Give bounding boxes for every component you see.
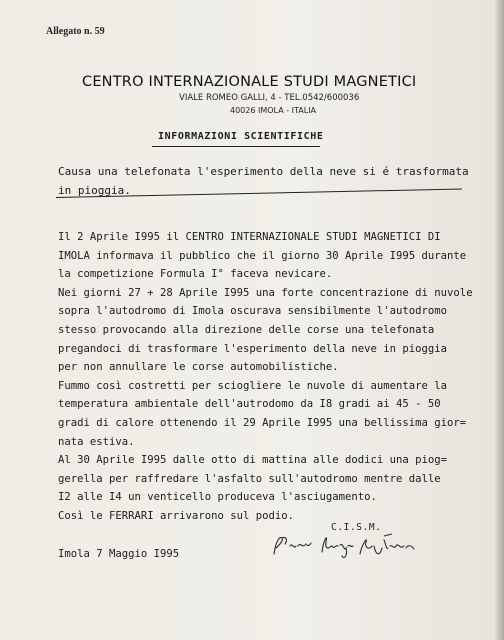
headline — [58, 162, 478, 200]
body-line: la competizione Formula I° faceva nevicare. — [58, 268, 333, 281]
body-text — [58, 228, 498, 526]
attachment-number: Allegato n. 59 — [46, 26, 105, 37]
body-line: temperatura ambientale dell'autrodomo da I8 gradi ai 45 - 50 — [58, 398, 441, 411]
body-line: Il 2 Aprile I995 il CENTRO INTERNAZIONALE STUDI MAGNETICI DI — [58, 231, 441, 243]
signoff: C.I.S.M. — [331, 522, 382, 533]
body-line: gerella per raffredare l'asfalto sull'autodromo mentre dalle — [58, 472, 441, 485]
letterhead-address: VIALE ROMEO GALLI, 4 - TEL.0542/600036 — [179, 93, 360, 103]
section-heading: INFORMAZIONI SCIENTIFICHE — [158, 131, 324, 142]
body-line: IMOLA informava il pubblico che il giorno 30 Aprile I995 durante — [58, 249, 467, 262]
body-line: Al 30 Aprile I995 dalle otto di mattina alle dodici una piog= — [58, 454, 448, 467]
section-underline — [152, 146, 320, 147]
headline-line: in pioggia. — [58, 184, 131, 197]
body-line: I2 alle I4 un venticello produceva l'asciugamento. — [58, 491, 377, 504]
body-line: Fummo così costretti per sciogliere le nuvole di aumentare la — [58, 379, 448, 392]
body-line: Nei giorni 27 + 28 Aprile I995 una forte concentrazione di nuvole — [58, 286, 473, 299]
body-line: pregandoci di trasformare l'esperimento della neve in pioggia — [58, 342, 448, 355]
body-line: nata estiva. — [58, 435, 135, 448]
letterhead-title: CENTRO INTERNAZIONALE STUDI MAGNETICI — [82, 74, 417, 90]
body-line: Così le FERRARI arrivarono sul podio. — [58, 509, 294, 522]
body-line: stesso provocando alla direzione delle corse una telefonata — [58, 323, 435, 336]
body-line: per non annullare le corse automobilistiche. — [58, 361, 339, 374]
dateline: Imola 7 Maggio I995 — [58, 548, 180, 560]
handwritten-signature — [268, 526, 468, 566]
body-line: gradi di calore ottenendo il 29 Aprile I995 una bellissima gior= — [58, 416, 467, 429]
letterhead-city: 40026 IMOLA - ITALIA — [230, 106, 317, 115]
headline-line: Causa una telefonata l'esperimento della neve si é trasformata — [58, 165, 469, 178]
body-line: sopra l'autodromo di Imola oscurava sensibilmente l'autodromo — [58, 305, 448, 318]
